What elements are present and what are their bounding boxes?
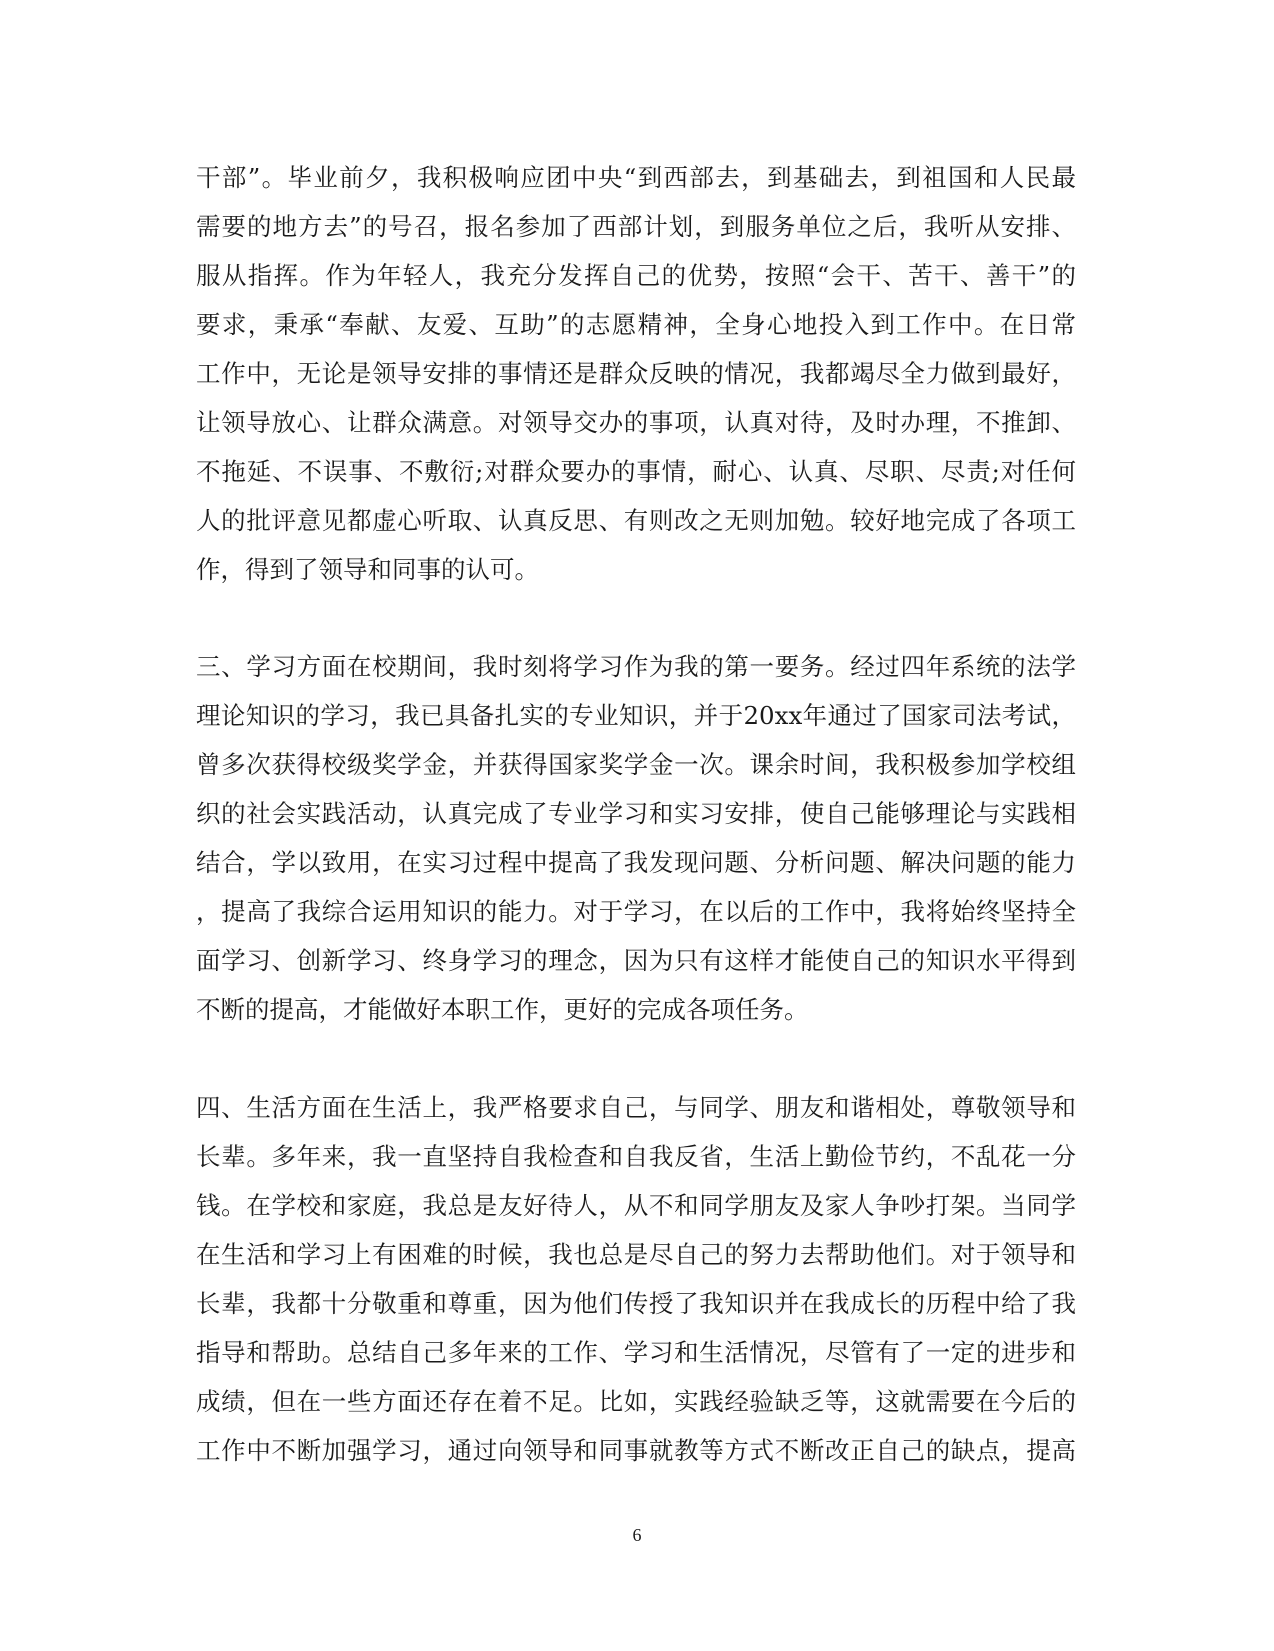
- text-line: 作，得到了领导和同事的认可。: [196, 555, 539, 584]
- text-line: 面学习、创新学习、终身学习的理念，因为只有这样才能使自己的知识水平得到: [196, 946, 1076, 975]
- text-line: 需要的地方去”的号召，报名参加了西部计划，到服务单位之后，我听从安排、: [196, 212, 1076, 241]
- text-line: 让领导放心、让群众满意。对领导交办的事项，认真对待，及时办理，不推卸、: [196, 408, 1076, 437]
- text-line: ，提高了我综合运用知识的能力。对于学习，在以后的工作中，我将始终坚持全: [196, 897, 1076, 926]
- text-line: 曾多次获得校级奖学金，并获得国家奖学金一次。课余时间，我积极参加学校组: [196, 750, 1076, 779]
- text-line: 不拖延、不误事、不敷衍;对群众要办的事情，耐心、认真、尽职、尽责;对任何: [196, 457, 1076, 486]
- text-line: 服从指挥。作为年轻人，我充分发挥自己的优势，按照“会干、苦干、善干”的: [196, 261, 1076, 290]
- text-line: 四、生活方面在生活上，我严格要求自己，与同学、朋友和谐相处，尊敬领导和: [196, 1093, 1076, 1122]
- paragraph-work: [196, 153, 1076, 594]
- text-line: 三、学习方面在校期间，我时刻将学习作为我的第一要务。经过四年系统的法学: [196, 652, 1076, 681]
- text-line: 织的社会实践活动，认真完成了专业学习和实习安排，使自己能够理论与实践相: [196, 799, 1076, 828]
- text-line: 不断的提高，才能做好本职工作，更好的完成各项任务。: [196, 995, 809, 1024]
- paragraph-life: [196, 1083, 1076, 1475]
- page-number: 6: [632, 1525, 642, 1545]
- text-line: 指导和帮助。总结自己多年来的工作、学习和生活情况，尽管有了一定的进步和: [196, 1338, 1076, 1367]
- text-line: 长辈。多年来，我一直坚持自我检查和自我反省，生活上勤俭节约，不乱花一分: [196, 1142, 1076, 1171]
- text-line: 钱。在学校和家庭，我总是友好待人，从不和同学朋友及家人争吵打架。当同学: [196, 1191, 1076, 1220]
- text-line: 干部”。毕业前夕，我积极响应团中央“到西部去，到基础去，到祖国和人民最: [196, 163, 1076, 192]
- text-line: 结合，学以致用，在实习过程中提高了我发现问题、分析问题、解决问题的能力: [196, 848, 1076, 877]
- text-line: 成绩，但在一些方面还存在着不足。比如，实践经验缺乏等，这就需要在今后的: [196, 1387, 1076, 1416]
- text-line: 在生活和学习上有困难的时候，我也总是尽自己的努力去帮助他们。对于领导和: [196, 1240, 1076, 1269]
- text-line: 人的批评意见都虚心听取、认真反思、有则改之无则加勉。较好地完成了各项工: [196, 506, 1076, 535]
- paragraph-study: [196, 642, 1076, 1034]
- text-line: 理论知识的学习，我已具备扎实的专业知识，并于20xx年通过了国家司法考试，: [196, 701, 1076, 730]
- text-line: 长辈，我都十分敬重和尊重，因为他们传授了我知识并在我成长的历程中给了我: [196, 1289, 1076, 1318]
- text-line: 工作中不断加强学习，通过向领导和同事就教等方式不断改正自己的缺点，提高: [196, 1436, 1076, 1465]
- text-line: 工作中，无论是领导安排的事情还是群众反映的情况，我都竭尽全力做到最好，: [196, 359, 1076, 388]
- text-line: 要求，秉承“奉献、友爱、互助”的志愿精神，全身心地投入到工作中。在日常: [196, 310, 1076, 339]
